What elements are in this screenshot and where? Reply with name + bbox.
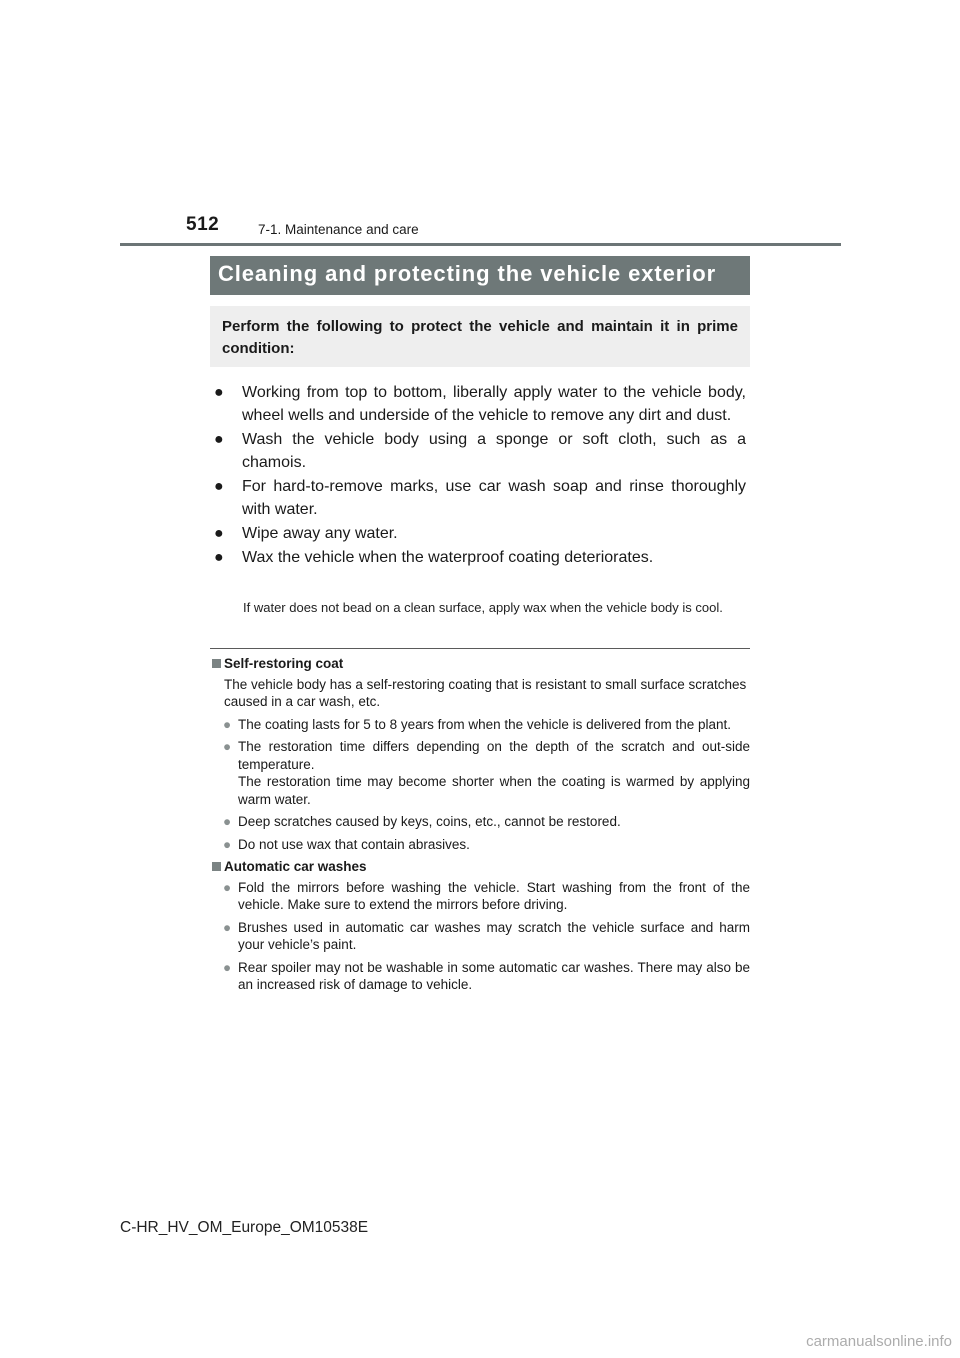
bullet-icon: ● [214, 549, 224, 566]
note-heading: Self-restoring coat [212, 655, 750, 673]
footer-doc-code: C-HR_HV_OM_Europe_OM10538E [120, 1219, 369, 1236]
header-rule [120, 243, 841, 246]
note-bullet: ● Deep scratches caused by keys, coins, etc., cannot be restored. [223, 814, 621, 829]
intro-text: Perform the following to protect the vehicle and maintain it in prime condition: [222, 318, 738, 357]
step-note: If water does not bead on a clean surface, apply wax when the vehicle body is cool. [243, 600, 723, 615]
bullet-icon: ● [223, 739, 232, 754]
divider [210, 648, 750, 649]
square-bullet-icon [212, 659, 221, 668]
section-title: Cleaning and protecting the vehicle exterior [210, 256, 750, 295]
step-item: ● For hard-to-remove marks, use car wash soap and rinse thoroughly with water. [214, 475, 746, 521]
step-item: ● Working from top to bottom, liberally apply water to the vehicle body, wheel wells and underside of the vehicle to remove any dirt and dust. [214, 381, 746, 427]
steps-list [214, 381, 746, 570]
bullet-icon: ● [223, 959, 232, 975]
step-item: ● Wipe away any water. [214, 522, 746, 545]
bullet-icon: ● [223, 919, 232, 935]
step-item: ● Wax the vehicle when the waterproof coating deteriorates. [214, 546, 746, 569]
note-bullet: ● Rear spoiler may not be washable in some automatic car washes. There may also be an increased risk of damage to vehicle. [223, 959, 750, 992]
section-label: 7-1. Maintenance and care [258, 222, 419, 237]
note-bullet: ● Brushes used in automatic car washes may scratch the vehicle surface and harm your vehicle’s paint. [223, 919, 750, 952]
bullet-icon: ● [214, 525, 224, 542]
bullet-icon: ● [223, 716, 232, 732]
square-bullet-icon [212, 862, 221, 871]
note-bullet: ● Do not use wax that contain abrasives. [223, 836, 470, 852]
note-bullet: ● Fold the mirrors before washing the vehicle. Start washing from the front of the vehicle. Make sure to extend the mirrors before driving. [223, 879, 750, 912]
bullet-icon: ● [214, 478, 224, 495]
note-bullet-continuation: The restoration time may become shorter when the coating is warmed by applying warm water. [238, 774, 750, 807]
bullet-icon: ● [223, 879, 232, 895]
notes-section [212, 655, 750, 999]
note-bullet: ● The coating lasts for 5 to 8 years from when the vehicle is delivered from the plant. [223, 716, 731, 732]
bullet-icon: ● [214, 384, 224, 401]
bullet-icon: ● [214, 431, 224, 448]
bullet-icon: ● [223, 814, 232, 829]
intro-box [210, 306, 750, 367]
note-heading: Automatic car washes [212, 858, 750, 876]
watermark[interactable]: carmanualsonline.info [806, 1333, 952, 1350]
page-number: 512 [186, 214, 220, 235]
note-paragraph: The vehicle body has a self-restoring coating that is resistant to small surface scratches caused in a car wash, etc. [224, 676, 747, 709]
note-bullet: ● The restoration time differs depending on the depth of the scratch and out-side temperature. The restoration time may become shorter when the coating is warmed by applying warm water. [223, 739, 750, 807]
bullet-icon: ● [223, 836, 232, 852]
step-item: ● Wash the vehicle body using a sponge or soft cloth, such as a chamois. [214, 428, 746, 474]
